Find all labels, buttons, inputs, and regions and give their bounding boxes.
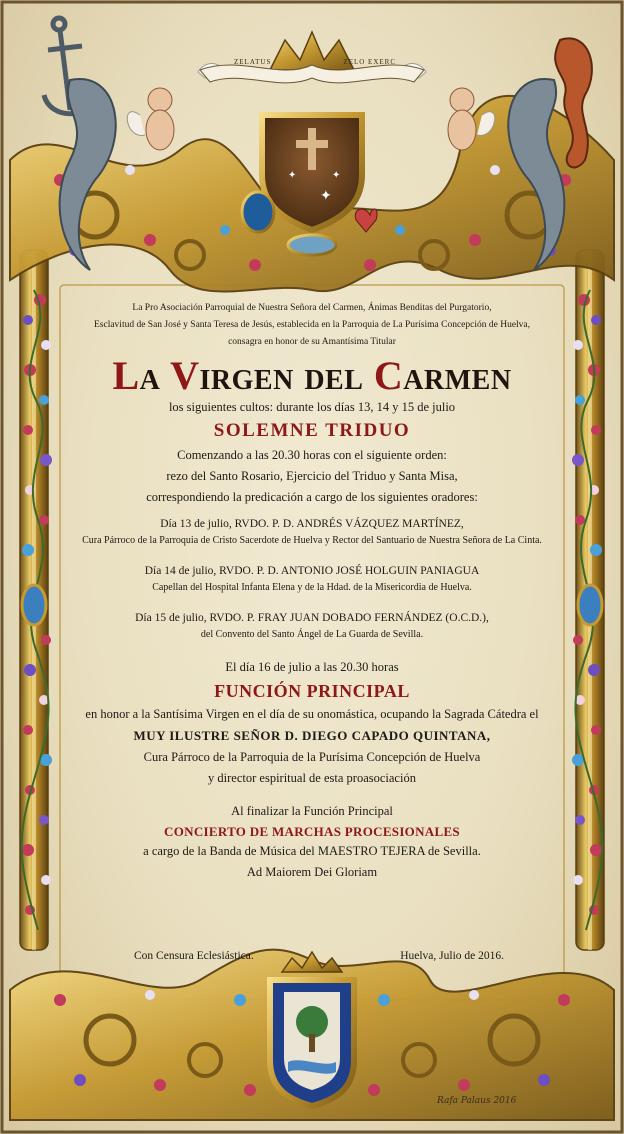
footer-row bbox=[134, 950, 504, 966]
orator-item bbox=[80, 563, 544, 596]
announcement-body bbox=[80, 300, 544, 883]
emblem-banner bbox=[224, 56, 400, 70]
title-cap-v: V bbox=[170, 353, 200, 398]
orator-role: Cura Párroco de la Parroquia de Cristo Sacerdote de Huelva y Rector del Santuario de Nuestra Señora de La Cinta. bbox=[82, 535, 542, 546]
svg-text:✦: ✦ bbox=[288, 170, 297, 181]
title-cap-c: C bbox=[373, 353, 404, 398]
orator-name: Día 15 de julio, RVDO. P. FRAY JUAN DOBADO FERNÁNDEZ (O.C.D.), bbox=[135, 612, 489, 624]
left-medallion bbox=[22, 585, 46, 625]
signature-text: Rafa Palaus 2016 bbox=[437, 1096, 517, 1106]
principal-heading: FUNCIÓN PRINCIPAL bbox=[214, 681, 410, 701]
order-line-1: Comenzando a las 20.30 horas con el siguiente orden: bbox=[177, 448, 447, 462]
concert-intro: Al finalizar la Función Principal bbox=[231, 804, 393, 818]
principal-honor: en honor a la Santísima Virgen en el día de su onomástica, ocupando la Sagrada Cátedra el bbox=[85, 707, 539, 721]
svg-text:✦: ✦ bbox=[332, 170, 341, 181]
orators-list bbox=[80, 516, 544, 643]
concert-section bbox=[80, 801, 544, 883]
order-line-3: correspondiendo la predicación a cargo de los siguientes oradores: bbox=[146, 490, 478, 504]
title-rest-4: armen bbox=[403, 353, 512, 398]
principal-role-1: Cura Párroco de la Parroquia de la Purísima Concepción de Huelva bbox=[143, 750, 481, 764]
left-cherub bbox=[127, 88, 174, 150]
title-word-del: del bbox=[304, 353, 364, 398]
intro-line-3: consagra en honor de su Amantísima Titular bbox=[228, 337, 396, 347]
footer-place-date: Huelva, Julio de 2016. bbox=[400, 950, 504, 962]
title-rest-2: irgen bbox=[199, 353, 294, 398]
emblem-banner-left: ZELATUS bbox=[234, 58, 272, 66]
artist-signature bbox=[437, 1092, 547, 1114]
concert-band: a cargo de la Banda de Música del MAESTRO TEJERA de Sevilla. bbox=[143, 844, 481, 858]
intro-line-1: La Pro Asociación Parroquial de Nuestra Señora del Carmen, Ánimas Benditas del Purgatorio, bbox=[132, 303, 492, 313]
orator-item bbox=[80, 610, 544, 643]
subtitle: los siguientes cultos: durante los días 13, 14 y 15 de julio bbox=[168, 400, 456, 414]
footer-censura: Con Censura Eclesiástica. bbox=[134, 950, 254, 962]
title-cap-l: L bbox=[112, 353, 140, 398]
intro-line-2: Esclavitud de San José y Santa Teresa de Jesús, establecida en la Parroquia de La Purísima Concepción de Huelva, bbox=[93, 320, 531, 330]
page-title bbox=[80, 353, 544, 399]
concert-heading: CONCIERTO DE MARCHAS PROCESIONALES bbox=[164, 824, 460, 839]
orator-item bbox=[80, 516, 544, 549]
svg-text:✦: ✦ bbox=[320, 188, 332, 204]
principal-section bbox=[80, 657, 544, 789]
concert-motto: Ad Maiorem Dei Gloriam bbox=[246, 865, 378, 879]
principal-date: El día 16 de julio a las 20.30 horas bbox=[225, 660, 399, 674]
principal-preacher: MUY ILUSTRE SEÑOR D. DIEGO CAPADO QUINTANA, bbox=[133, 728, 491, 743]
order-line-2: rezo del Santo Rosario, Ejercicio del Triduo y Santa Misa, bbox=[166, 469, 458, 483]
emblem-banner-right: ZELO EXERC bbox=[343, 58, 396, 66]
right-medallion bbox=[578, 585, 602, 625]
orator-role: del Convento del Santo Ángel de La Guarda de Sevilla. bbox=[200, 629, 424, 640]
orator-name: Día 14 de julio, RVDO. P. D. ANTONIO JOSÉ HOLGUIN PANIAGUA bbox=[144, 565, 480, 577]
orator-name: Día 13 de julio, RVDO. P. D. ANDRÉS VÁZQUEZ MARTÍNEZ, bbox=[160, 518, 464, 530]
title-rest-1: a bbox=[139, 353, 161, 398]
triduo-heading: SOLEMNE TRIDUO bbox=[213, 420, 411, 441]
orator-role: Capellan del Hospital Infanta Elena y de la Hdad. de la Misericordia de Huelva. bbox=[152, 582, 472, 593]
principal-role-2: y director espiritual de esta proasociación bbox=[208, 771, 416, 785]
